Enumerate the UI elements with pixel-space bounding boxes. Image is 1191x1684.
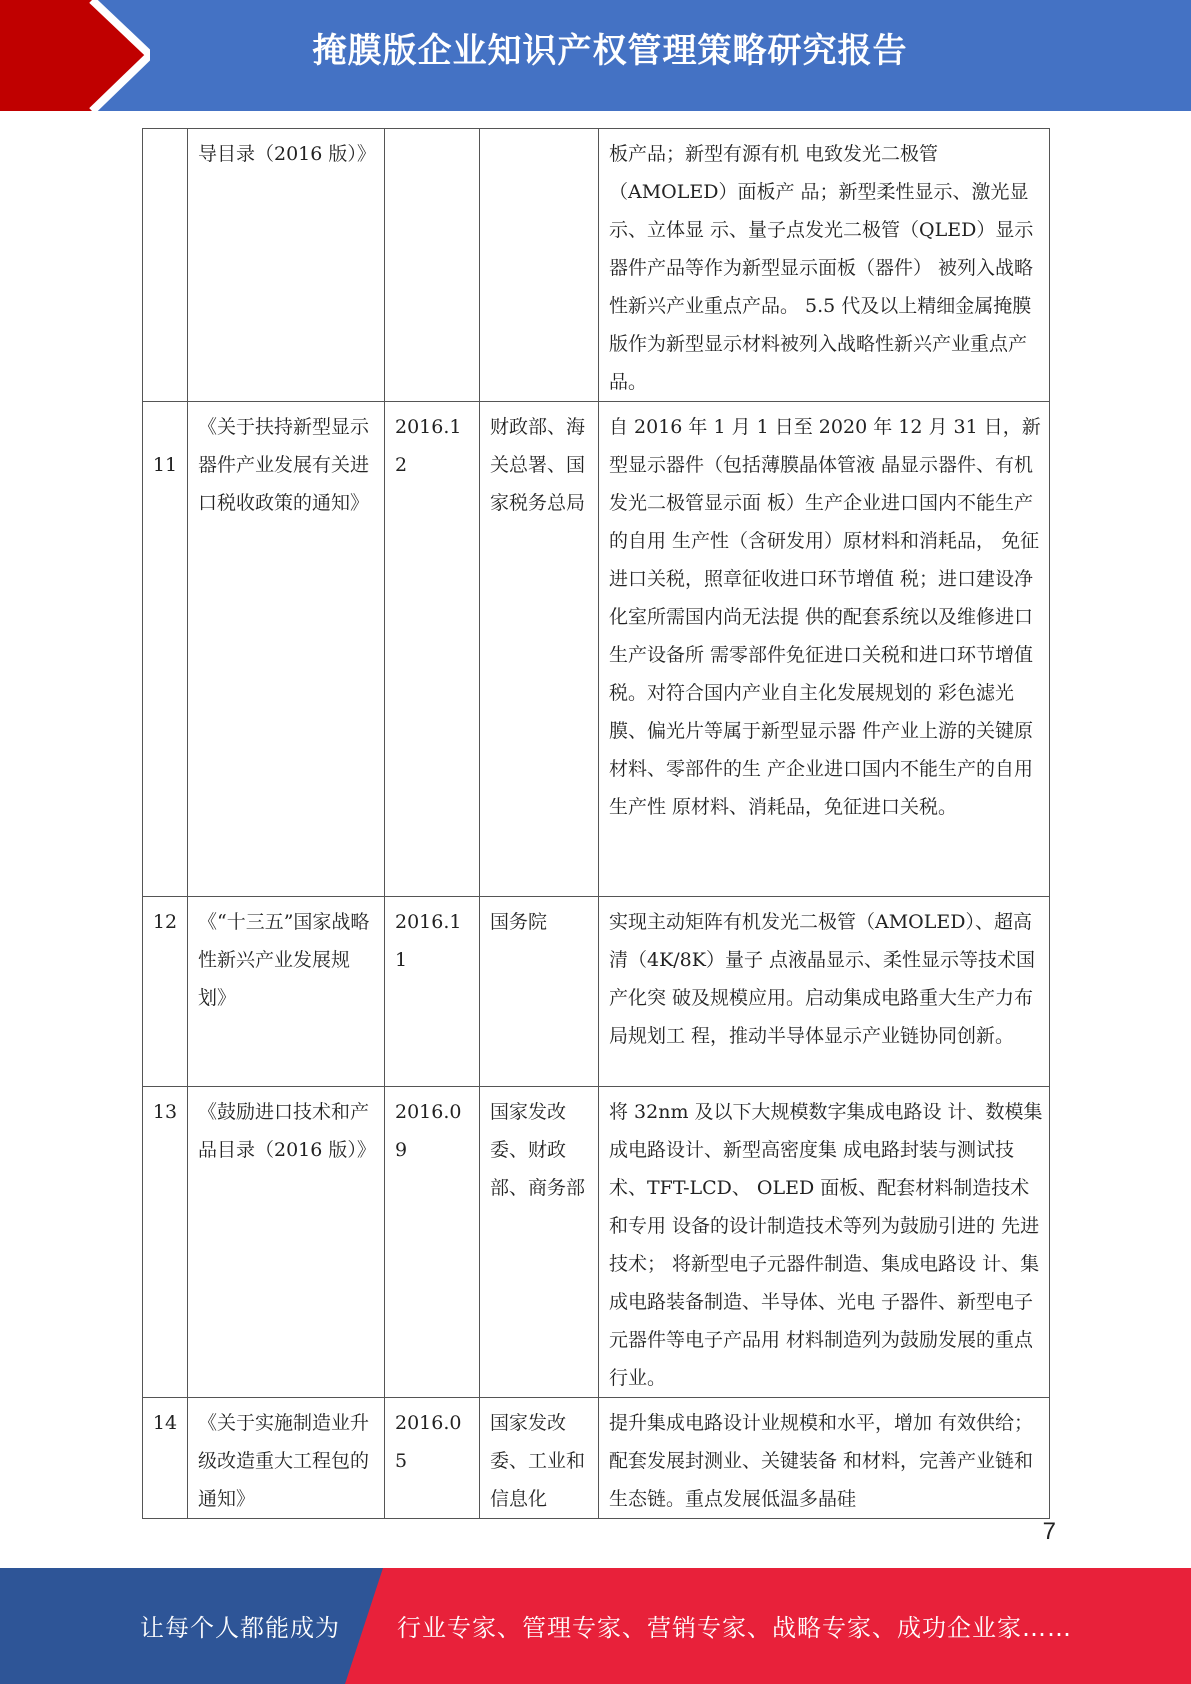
policy-department: 国务院 xyxy=(480,897,599,1087)
policy-name: 《鼓励进口技术和产品目录（2016 版）》 xyxy=(188,1087,385,1398)
policy-name: 《关于扶持新型显示器件产业发展有关进口税收政策的通知》 xyxy=(188,402,385,897)
footer-slogan-left: 让每个人都能成为 xyxy=(140,1614,340,1642)
policy-table xyxy=(142,128,1050,1519)
policy-date: 2016.12 xyxy=(385,402,480,897)
row-number: 11 xyxy=(143,402,188,897)
table-row xyxy=(143,402,1050,897)
table-row xyxy=(143,897,1050,1087)
footer-slogan-right: 行业专家、管理专家、营销专家、战略专家、成功企业家…… xyxy=(397,1614,1072,1642)
header-red-arrow-shape xyxy=(0,0,150,111)
row-number: 14 xyxy=(143,1398,188,1519)
policy-content: 提升集成电路设计业规模和水平，增加 有效供给；配套发展封测业、关键装备 和材料，完善产业链和生态链。重点发展低温多晶硅 xyxy=(599,1398,1050,1519)
table-row xyxy=(143,1398,1050,1519)
policy-name: 《关于实施制造业升级改造重大工程包的通知》 xyxy=(188,1398,385,1519)
page-number: 7 xyxy=(1042,1518,1056,1545)
policy-date: 2016.09 xyxy=(385,1087,480,1398)
row-number: 12 xyxy=(143,897,188,1087)
table-row xyxy=(143,1087,1050,1398)
policy-date: 2016.05 xyxy=(385,1398,480,1519)
policy-content: 自 2016 年 1 月 1 日至 2020 年 12 月 31 日，新型显示器件（包括薄膜晶体管液 晶显示器件、有机发光二极管显示面 板）生产企业进口国内不能生产的自用 生产性（含研发用）原材料和消耗品， 免征进口关税，照章征收进口环节增值 税；进口建设净化室所需国内尚无法提 供的配套系统以及维修进口生产设备所 需零部件免征进口关税和进口环节增值税。对符合国内产业自主化发展规划的 彩色滤光膜、偏光片等属于新型显示器 件产业上游的关键原材料、零部件的生 产企业进口国内不能生产的自用生产性 原材料、消耗品，免征进口关税。 xyxy=(599,402,1050,897)
policy-date: 2016.11 xyxy=(385,897,480,1087)
row-number xyxy=(143,129,188,402)
row-number: 13 xyxy=(143,1087,188,1398)
policy-content: 板产品；新型有源有机 电致发光二极管（AMOLED）面板产 品；新型柔性显示、激光显示、立体显 示、量子点发光二极管（QLED）显示 器件产品等作为新型显示面板（器件） 被列入战略性新兴产业重点产品。 5.5 代及以上精细金属掩膜版作为新型显示材料被列入战略性新兴产业重点产品。 xyxy=(599,129,1050,402)
page-footer xyxy=(0,1568,1191,1684)
page-header xyxy=(0,0,1191,111)
policy-department: 国家发改委、工业和信息化 xyxy=(480,1398,599,1519)
policy-name: 导目录（2016 版）》 xyxy=(188,129,385,402)
policy-name: 《“十三五”国家战略性新兴产业发展规划》 xyxy=(188,897,385,1087)
policy-department: 国家发改委、财政部、商务部 xyxy=(480,1087,599,1398)
table-row xyxy=(143,129,1050,402)
policy-content: 将 32nm 及以下大规模数字集成电路设 计、数模集成电路设计、新型高密度集 成电路封装与测试技术、TFT-LCD、 OLED 面板、配套材料制造技术和专用 设备的设计制造技术等列为鼓励引进的 先进技术； 将新型电子元器件制造、集成电路设 计、集成电路装备制造、半导体、光电 子器件、新型电子元器件等电子产品用 材料制造列为鼓励发展的重点行业。 xyxy=(599,1087,1050,1398)
policy-department: 财政部、海关总署、国家税务总局 xyxy=(480,402,599,897)
policy-date xyxy=(385,129,480,402)
policy-department xyxy=(480,129,599,402)
page-title: 掩膜版企业知识产权管理策略研究报告 xyxy=(312,31,908,71)
policy-content: 实现主动矩阵有机发光二极管（AMOLED）、超高清（4K/8K）量子 点液晶显示、柔性显示等技术国产化突 破及规模应用。启动集成电路重大生产力布局规划工 程，推动半导体显示产业链协同创新。 xyxy=(599,897,1050,1087)
